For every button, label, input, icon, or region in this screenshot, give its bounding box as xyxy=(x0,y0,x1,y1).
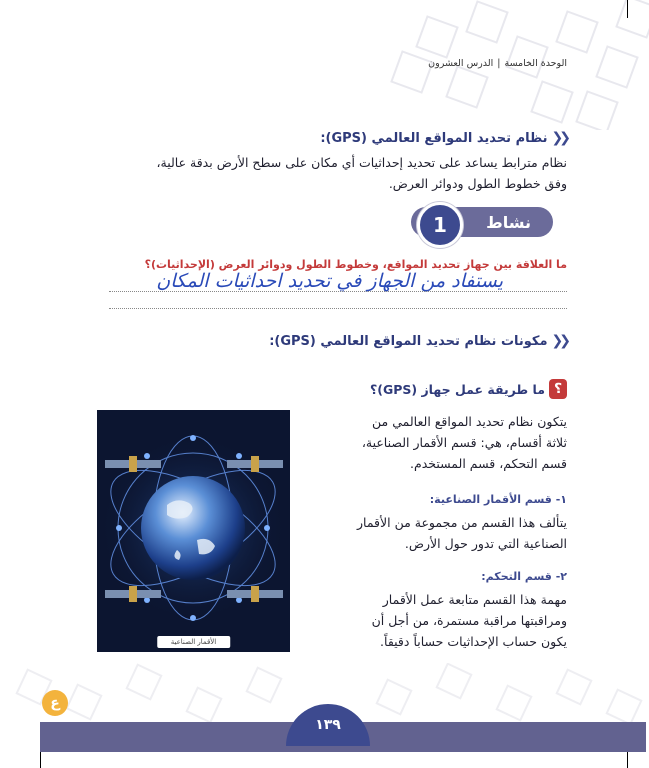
double-chevron-icon: ❮❮ xyxy=(551,130,567,146)
definition-line: وفق خطوط الطول ودوائر العرض. xyxy=(388,176,567,191)
intro-line: ثلاثة أقسام، هي: قسم الأقمار الصناعية، xyxy=(361,435,567,450)
activity-number: 1 xyxy=(417,202,463,248)
intro-line: قسم التحكم، قسم المستخدم. xyxy=(410,456,567,471)
satellites-text xyxy=(317,512,567,554)
definition-line: نظام مترابط يساعد على تحديد إحداثيات أي مكان على سطح الأرض بدقة عالية، xyxy=(156,155,567,170)
section-heading-components xyxy=(269,333,567,349)
lesson-label: الدرس العشرون xyxy=(428,58,494,69)
handwritten-answer: يستفاد من الجهاز في تحديد احداثيات المكان xyxy=(156,270,503,292)
question-mark-icon: ؟ xyxy=(549,379,567,399)
section-heading-gps xyxy=(320,130,567,146)
answer-line xyxy=(109,308,567,309)
activity-badge xyxy=(411,207,553,237)
satellites-heading: ١- قسم الأقمار الصناعية: xyxy=(429,493,567,506)
how-question-text: ما طريقة عمل جهاز (GPS)؟ xyxy=(369,381,545,397)
satellites-image xyxy=(97,410,290,652)
intro-line: يتكون نظام تحديد المواقع العالمي من xyxy=(372,414,567,429)
answer-line xyxy=(109,291,567,292)
control-line: مهمة هذا القسم متابعة عمل الأقمار xyxy=(382,592,567,607)
section-title: نظام تحديد المواقع العالمي (GPS): xyxy=(320,130,548,146)
how-question xyxy=(370,379,567,399)
gps-intro xyxy=(317,411,567,474)
page-number: ١٣٩ xyxy=(286,704,370,746)
double-chevron-icon: ❮❮ xyxy=(551,333,567,349)
crop-mark xyxy=(40,752,41,768)
satellites-line: يتألف هذا القسم من مجموعة من الأقمار xyxy=(356,515,567,530)
page-header xyxy=(428,58,567,69)
activity-label: نشاط xyxy=(486,212,531,232)
satellites-line: الصناعية التي تدور حول الأرض. xyxy=(404,536,567,551)
unit-label: الوحدة الخامسة xyxy=(504,58,567,69)
publisher-logo: ع xyxy=(42,690,68,716)
control-heading: ٢- قسم التحكم: xyxy=(481,570,567,583)
crop-mark xyxy=(627,752,628,768)
control-text xyxy=(317,589,567,652)
gps-definition xyxy=(156,152,567,194)
control-line: يكون حساب الإحداثيات حساباً دقيقاً. xyxy=(380,634,567,649)
crop-mark xyxy=(627,0,628,18)
satellite-orbits-globe-icon xyxy=(97,410,290,652)
image-caption: الأقمار الصناعية xyxy=(157,636,231,648)
control-line: ومراقبتها مراقبة مستمرة، من أجل أن xyxy=(371,613,567,628)
header-separator: | xyxy=(497,58,501,69)
section-title: مكونات نظام تحديد المواقع العالمي (GPS): xyxy=(269,333,548,349)
activity-question: ما العلاقة بين جهاز تحديد المواقع، وخطوط الطول ودوائر العرض (الإحداثيات)؟ xyxy=(144,258,567,271)
